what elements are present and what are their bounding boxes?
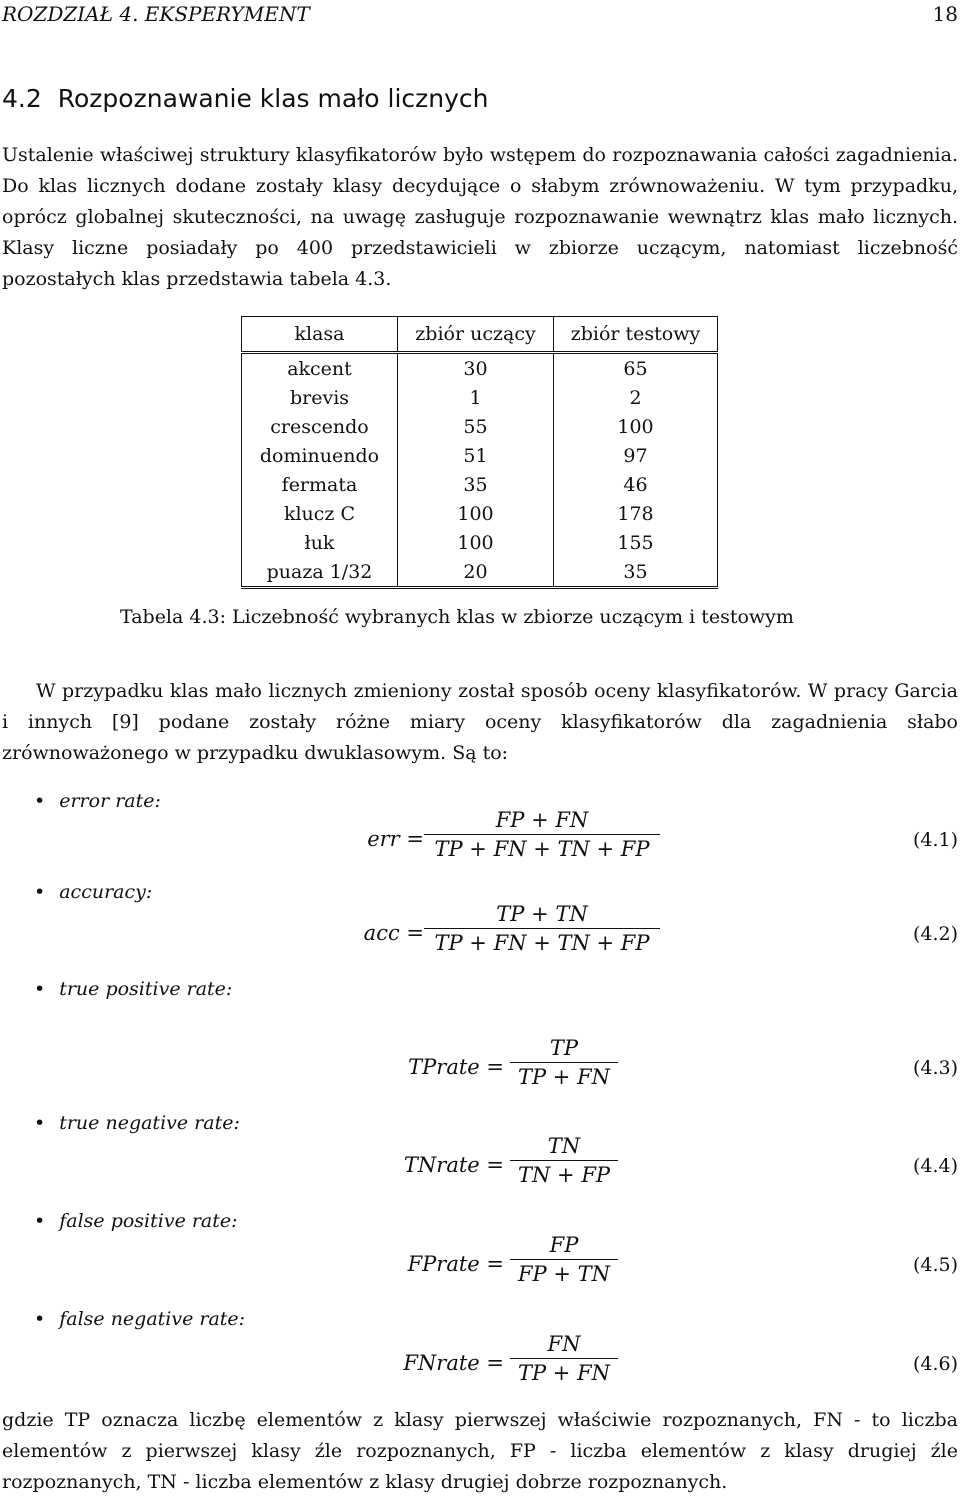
equation-err (0, 808, 960, 872)
table-row (242, 353, 718, 384)
equation-number: (4.2) (912, 923, 958, 945)
section-title-text: Rozpoznawanie klas mało licznych (57, 84, 489, 113)
legend-paragraph: gdzie TP oznacza liczbę elementów z klasy pierwszej właściwie rozpoznanych, FN - to liczba elementów z pierwszej klasy źle rozpoznanych, FP - liczba elementów z klasy drugiej źle rozpoznanych, TN - liczba elementów z klasy drugiej dobrze rozpoznanych. (2, 1409, 958, 1493)
page-header (0, 0, 960, 32)
bullet-item (34, 1210, 238, 1232)
table-cell: 155 (554, 528, 718, 557)
equation-lhs: acc = (363, 921, 424, 945)
equation-lhs: TPrate = (408, 1055, 504, 1079)
equation-acc (0, 902, 960, 966)
table-row (242, 412, 718, 441)
table-cell: 35 (398, 470, 554, 499)
equation-tprate (0, 1036, 960, 1100)
bullet-item (34, 1112, 240, 1134)
table-cell: 100 (398, 528, 554, 557)
table-cell: 20 (398, 557, 554, 588)
table-header-cell: zbiór uczący (398, 317, 554, 353)
bullet-dot-icon: • (34, 1308, 46, 1330)
fraction-numerator: TP (549, 1036, 579, 1060)
equation-fraction (510, 1332, 618, 1385)
bullet-dot-icon: • (34, 881, 46, 903)
measures-paragraph: W przypadku klas mało licznych zmieniony został sposób oceny klasyfikatorów. W pracy Garcia i innych [9] podane zostały różne miary oceny klasyfikatorów dla zagadnienia słabo zrównoważonego w przypadku dwuklasowym. Są to: (2, 680, 958, 764)
table-header-row (242, 317, 718, 353)
table-cell: akcent (242, 353, 398, 384)
chapter-heading: ROZDZIAŁ 4. EKSPERYMENT (2, 2, 310, 26)
table-cell: 35 (554, 557, 718, 588)
bullet-item (34, 1308, 245, 1330)
bullet-item (34, 881, 152, 903)
fraction-denominator: TN + FP (517, 1163, 611, 1187)
fraction-numerator: TN (547, 1134, 581, 1158)
table-caption: Tabela 4.3: Liczebność wybranych klas w zbiorze uczącym i testowym (120, 606, 794, 628)
table-cell: brevis (242, 383, 398, 412)
equation-fnrate (0, 1332, 960, 1396)
equation-lhs: TNrate = (403, 1153, 504, 1177)
table-cell: 100 (398, 499, 554, 528)
bullet-label: true positive rate: (59, 978, 233, 1000)
table-row (242, 557, 718, 588)
table-row (242, 528, 718, 557)
table-row (242, 499, 718, 528)
table-cell: 178 (554, 499, 718, 528)
table-cell: 1 (398, 383, 554, 412)
bullet-item (34, 978, 232, 1000)
table-cell: puaza 1/32 (242, 557, 398, 588)
bullet-dot-icon: • (34, 790, 46, 812)
equation-fraction (424, 902, 660, 955)
equation-lhs: err = (367, 827, 424, 851)
equation-fraction (424, 808, 660, 861)
table-cell: 30 (398, 353, 554, 384)
fraction-numerator: FN (547, 1332, 581, 1356)
table-row (242, 441, 718, 470)
table-row (242, 383, 718, 412)
table-cell: łuk (242, 528, 398, 557)
fraction-denominator: TP + FN (517, 1361, 611, 1385)
section-title (2, 84, 489, 113)
fraction-numerator: TP + TN (496, 902, 588, 926)
table-cell: 55 (398, 412, 554, 441)
fraction-numerator: FP (549, 1233, 579, 1257)
table-cell: 46 (554, 470, 718, 499)
table-cell: crescendo (242, 412, 398, 441)
fraction-numerator: FP + FN (495, 808, 589, 832)
bullet-label: accuracy: (59, 881, 153, 903)
bullet-dot-icon: • (34, 1112, 46, 1134)
table-cell: 97 (554, 441, 718, 470)
table-cell: 100 (554, 412, 718, 441)
bullet-label: false negative rate: (59, 1308, 246, 1330)
equation-number: (4.4) (912, 1155, 958, 1177)
table-cell: dominuendo (242, 441, 398, 470)
page-number: 18 (932, 2, 958, 26)
class-count-table (241, 316, 718, 589)
fraction-denominator: TP + FN + TN + FP (434, 931, 650, 955)
table-cell: klucz C (242, 499, 398, 528)
fraction-denominator: TP + FN (517, 1065, 611, 1089)
table-cell: 51 (398, 441, 554, 470)
equation-number: (4.3) (912, 1057, 958, 1079)
equation-number: (4.5) (912, 1254, 958, 1276)
fraction-denominator: TP + FN + TN + FP (434, 837, 650, 861)
intro-paragraph: Ustalenie właściwej struktury klasyfikatorów było wstępem do rozpoznawania całości zagadnienia. Do klas licznych dodane zostały klasy decydujące o słabym zrównoważeniu. W tym przypadku, oprócz globalnej skuteczności, na uwagę zasługuje rozpoznawanie wewnątrz klas mało licznych. Klasy liczne posiadały po 400 przedstawicieli w zbiorze uczącym, natomiast liczebność pozostałych klas przedstawia tabela 4.3. (2, 144, 958, 290)
equation-lhs: FPrate = (407, 1252, 504, 1276)
equation-fraction (510, 1134, 618, 1187)
table-cell: 2 (554, 383, 718, 412)
fraction-denominator: FP + TN (517, 1262, 611, 1286)
table-cell: 65 (554, 353, 718, 384)
equation-tnrate (0, 1134, 960, 1198)
equation-number: (4.1) (912, 829, 958, 851)
equation-fprate (0, 1233, 960, 1297)
table-row (242, 470, 718, 499)
equation-fraction (510, 1036, 618, 1089)
bullet-label: error rate: (59, 790, 161, 812)
bullet-label: true negative rate: (59, 1112, 240, 1134)
equation-fraction (510, 1233, 618, 1286)
bullet-label: false positive rate: (59, 1210, 238, 1232)
table-header-cell: klasa (242, 317, 398, 353)
equation-number: (4.6) (912, 1353, 958, 1375)
table-cell: fermata (242, 470, 398, 499)
equation-lhs: FNrate = (403, 1351, 504, 1375)
bullet-dot-icon: • (34, 1210, 46, 1232)
bullet-dot-icon: • (34, 978, 46, 1000)
table-header-cell: zbiór testowy (554, 317, 718, 353)
section-number: 4.2 (2, 84, 42, 113)
